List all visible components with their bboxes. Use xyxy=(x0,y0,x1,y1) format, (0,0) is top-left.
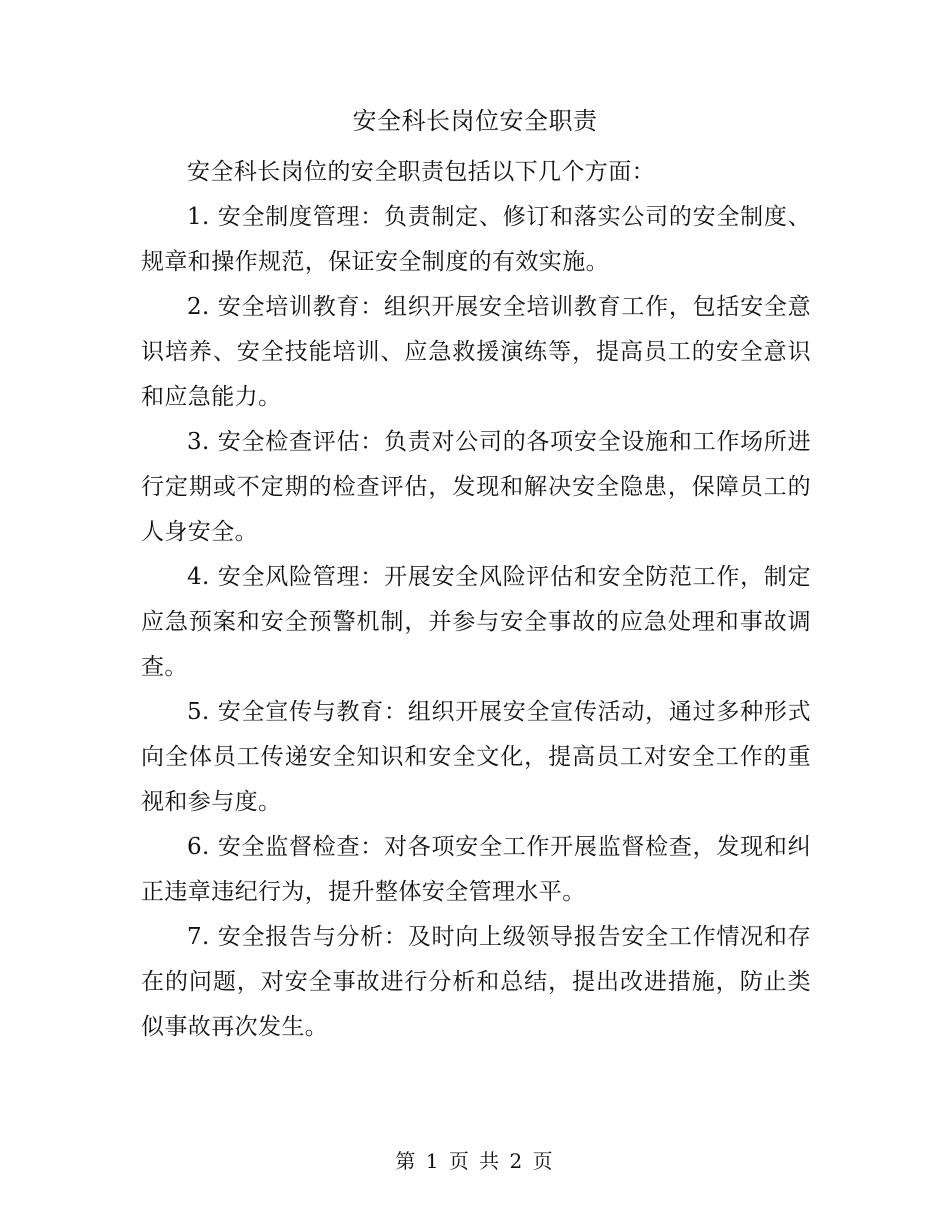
document-title: 安全科长岗位安全职责 xyxy=(352,107,598,135)
duty-item-1: 1. 安全制度管理：负责制定、修订和落实公司的安全制度、规章和操作规范，保证安全制度的有效实施。 xyxy=(141,204,811,275)
page-footer: 第 1 页 共 2 页 xyxy=(395,1149,555,1173)
duty-item-3: 3. 安全检查评估：负责对公司的各项安全设施和工作场所进行定期或不定期的检查评估，发现和解决安全隐患，保障员工的人身安全。 xyxy=(141,429,811,545)
intro-paragraph: 安全科长岗位的安全职责包括以下几个方面： xyxy=(187,159,655,185)
duty-item-6: 6. 安全监督检查：对各项安全工作开展监督检查，发现和纠正违章违纪行为，提升整体安全管理水平。 xyxy=(141,834,811,905)
document-body xyxy=(141,150,811,1050)
duty-item-5: 5. 安全宣传与教育：组织开展安全宣传活动，通过多种形式向全体员工传递安全知识和安全文化，提高员工对安全工作的重视和参与度。 xyxy=(141,699,811,815)
duty-item-7: 7. 安全报告与分析：及时向上级领导报告安全工作情况和存在的问题，对安全事故进行分析和总结，提出改进措施，防止类似事故再次发生。 xyxy=(141,924,811,1040)
duty-item-4: 4. 安全风险管理：开展安全风险评估和安全防范工作，制定应急预案和安全预警机制，并参与安全事故的应急处理和事故调查。 xyxy=(141,564,811,680)
duty-item-2: 2. 安全培训教育：组织开展安全培训教育工作，包括安全意识培养、安全技能培训、应急救援演练等，提高员工的安全意识和应急能力。 xyxy=(141,294,811,410)
